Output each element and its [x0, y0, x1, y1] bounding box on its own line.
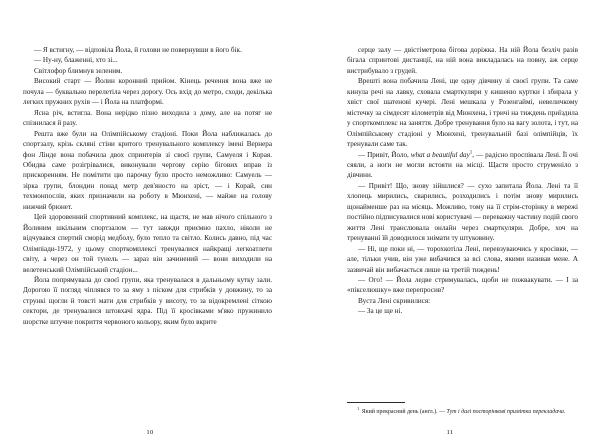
- page-right: [300, 0, 600, 447]
- paragraph: Високий старт — Йолин коронний прийом. Кінець речення вона вже не почула — буквально перелетіла через дорогу. Ось вхід до метро, сходи, декілька легких пружних рухів — і Йола на платформі.: [23, 77, 272, 107]
- paragraph: — Привіт! Що, знову зійшлися? — сухо запитала Йола. Лені та її хлопець мирились, сварились, розходились і потім знову мирились щонайменше раз на місяць. Можливо, тому на її стрім-сторінку в мережі постійно підписувалися нові користувачі — переважну частину подій свого життя Лені транслювала онлайн через смарткуляри. Добре, хоч на тренуванні їй доводилося знімати ту штуковину.: [347, 181, 578, 243]
- italic-foreign-phrase: what a beautiful day: [410, 150, 470, 159]
- paragraph: серце залу — двістіметрова бігова доріжка. На ній Йола безліч разів бігала спринтові дистанції, на ній вона викладалась на повну, аж серце вистрибувало з грудей.: [347, 46, 578, 75]
- paragraph: — Ого! — Йола ледве стримувалась, щоби не пожвакувати. — І за «пікселюшку» вже перепросив?: [347, 275, 578, 295]
- paragraph: — Ну-ну, блаженні, хто зі...: [34, 56, 118, 65]
- paragraph: Ясна річ, встигла. Вона нерідко пізно виходила з дому, але на потяг не спізнилася й разу.: [23, 108, 272, 128]
- paragraph: Світлофор блимнув зеленим.: [34, 66, 123, 75]
- paragraph: — Ні, ще поки ні, — торохкотіла Лені, перевзуваючись у кросівки, — але, тільки учив, він уже вибачився за всі слова, якими називав мене. А зазвичай він вибачається лише на третій тиждень!: [347, 244, 578, 274]
- footnote-separator-rule: [347, 402, 405, 403]
- page-number-left: 10: [146, 429, 154, 436]
- paragraph-with-footnote: — Привіт, Йоло, what a beautiful day$^1$, — радісно проспівала Лені. Її очі сяяли, а ноги не могли встояти на місці. Щастя просто струменіло з дівчини.: [347, 150, 578, 180]
- footnote-text: $^1$Який прекрасний день (англ.). — Тут і далі посторінкові примітки перекладача.: [357, 406, 566, 416]
- footnote-translator-note: Тут і далі посторінкові примітки перекладача.: [446, 409, 566, 416]
- footnote-zone: [347, 402, 578, 417]
- page-right-body: [347, 45, 578, 317]
- paragraph: Вуста Лені скривилися:: [358, 296, 431, 305]
- footnote-reference-marker[interactable]: 1: [469, 150, 473, 156]
- paragraph: Цей здоровенний спортивний комплекс, на щастя, не мав нічого спільного з Йолиним шкільним спортзалом — тут завжди приємно пахло, ніколи не відчувався спертий сморід медболу, було тепло та світло. Колись давно, під час Олімпіади-1972, у цьому спорткомплексі тренувалися найкращі легкоатлети світу, а через он той тунель — зараз він зачинений — вони виходили на велетенський Олімпійський стадіон...: [23, 213, 272, 274]
- paragraph: — Я встигну, — відповіла Йола, й голови не повернувши в його бік.: [34, 46, 242, 54]
- page-number-right: 11: [446, 429, 454, 436]
- paragraph: Врешті вона побачила Лені, ще одну дівчину зі своєї групи. Та саме кинула речі на лавку, сховала смарткуляри у кишеню куртки і збирала у хвіст свої шатенові кучері. Лені мешкала у Розенгаймі, невеличкому містечку за сімдесят кілометрів від Мюнхена, і тричі на тиждень приїздила у спорткомплекс на заняття. Добре тренування було на вагу золота, і тут, на Олімпійському стадіоні у Мюнхені, тренувальній базі олімпійців, їх тренували саме так.: [347, 77, 578, 149]
- page-left-body: [23, 45, 272, 327]
- footnote-marker: 1: [357, 406, 360, 412]
- paragraph: Решта вже були на Олімпійському стадіоні. Поки Йола наближалась до спортзалу, крізь скляні стіни критого тренувального комплексу імені Вернера фон Лінде вона побачила двох спринтерів зі своєї групи, Самуеля і Корая. Обидва саме розігрівалися, виконували чергову серію бігових вправ із прискоренням. Не помітити цю парочку було просто неможливо: Самуель — зірка групи, блондин понад метр дев'яносто на зріст, — і Корай, син техмонпослів, яких призначили на роботу в Мюнхені, — майже на голову нижчий брюнет.: [23, 129, 272, 211]
- paragraph: — За це ще ні.: [358, 307, 403, 316]
- paragraph: Йола попрямувала до своєї групи, яка тренувалася в дальньому кутку зали. Дорогою її погляд чіплявся то за яму з піском для стрибків у довжину, то за стрункі щогли й товсті мати для стрибків у висоту, то за відокремлені сіткою сектори, де тренувалися штовхачі ядра. Під її кросівками м'яко пружинило шорстке штучне покриття червоного кольору, яким було вкрите: [23, 275, 272, 326]
